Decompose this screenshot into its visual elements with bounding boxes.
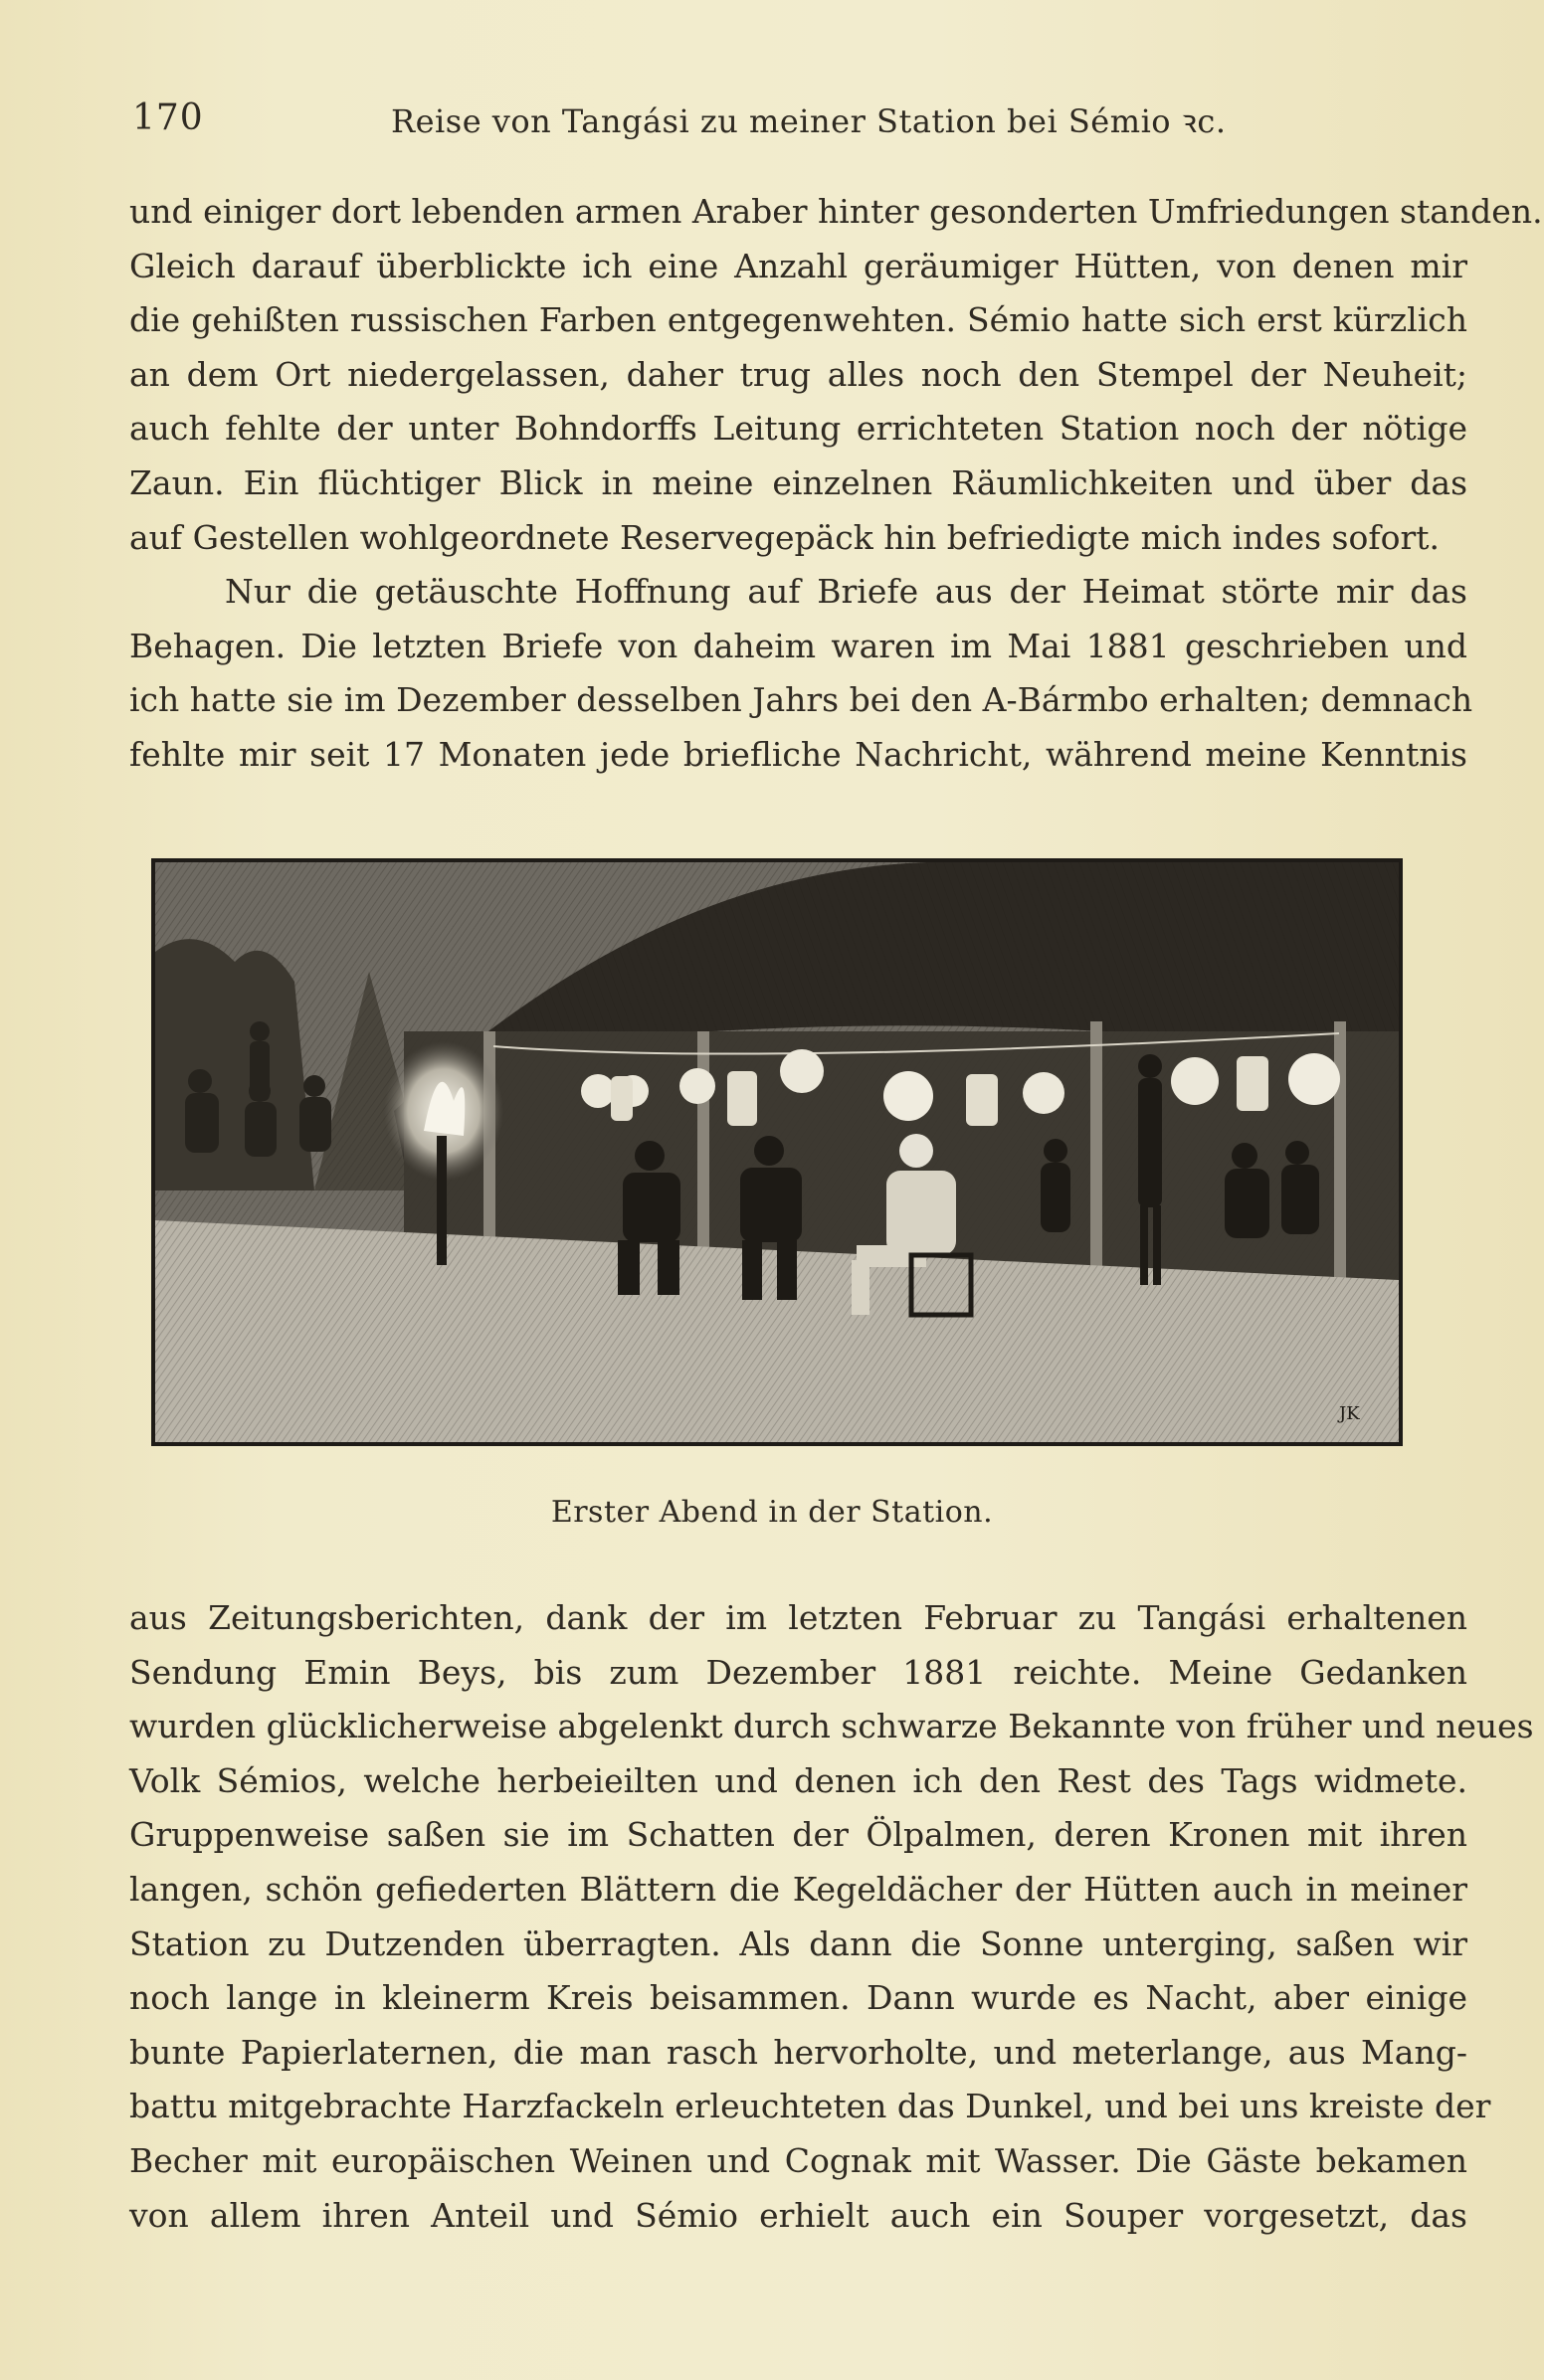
paper-lantern [581, 1074, 615, 1108]
text-line: Zaun. Ein flüchtiger Blick in meine einzelnen Räumlichkeiten und über das [129, 462, 1467, 502]
paragraph-bottom [129, 1591, 1534, 2243]
paper-lantern [611, 1076, 633, 1121]
paragraph-top [129, 185, 1543, 783]
background-tree [155, 939, 314, 1190]
paper-lantern [1023, 1072, 1064, 1114]
page-number: 170 [132, 97, 204, 138]
artist-monogram: JK [1339, 1403, 1360, 1424]
text-line: noch lange in kleinerm Kreis beisammen. Dann wurde es Nacht, aber einige [129, 1978, 1467, 2018]
figure-caption: Erster Abend in der Station. [550, 1495, 994, 1530]
paper-lantern [966, 1074, 998, 1126]
running-title: Reise von Tangási zu meiner Station bei Sémio ꝛc. [391, 102, 1227, 140]
text-line: battu mitgebrachte Harzfackeln erleuchteten das Dunkel, und bei uns kreiste der [129, 2087, 1491, 2126]
text-line: Sendung Emin Beys, bis zum Dezember 1881 reichte. Meine Gedanken [129, 1652, 1467, 1692]
text-line: fehlte mir seit 17 Monaten jede briefliche Nachricht, während meine Kenntnis [129, 734, 1467, 774]
paper-lantern [1171, 1057, 1219, 1105]
paper-lantern [883, 1071, 933, 1121]
text-line: bunte Papierlaternen, die man rasch hervorholte, und meterlange, aus Mang- [129, 2032, 1467, 2072]
paper-lantern [1237, 1056, 1268, 1111]
text-line: wurden glücklicherweise abgelenkt durch schwarze Bekannte von früher und neues [129, 1707, 1534, 1746]
text-line: auch fehlte der unter Bohndorffs Leitung errichteten Station noch der nötige [129, 409, 1467, 449]
text-line: aus Zeitungsberichten, dank der im letzten Februar zu Tangási erhaltenen [129, 1598, 1467, 1637]
text-line: von allem ihren Anteil und Sémio erhielt auch ein Souper vorgesetzt, das [129, 2195, 1467, 2235]
text-line: Gruppenweise saßen sie im Schatten der Ölpalmen, deren Kronen mit ihren [129, 1815, 1467, 1855]
text-line: auf Gestellen wohlgeordnete Reservegepäck hin befriedigte mich indes sofort. [129, 517, 1440, 557]
text-line: ich hatte sie im Dezember desselben Jahrs bei den A-Bármbo erhalten; demnach [129, 680, 1473, 720]
text-line: Nur die getäuschte Hoffnung auf Briefe aus der Heimat störte mir das [225, 572, 1467, 612]
engraving-scene [155, 862, 1399, 1442]
text-line: Behagen. Die letzten Briefe von daheim waren im Mai 1881 geschrieben und [129, 626, 1467, 665]
paper-lantern [727, 1071, 757, 1126]
text-line: Volk Sémios, welche herbeieilten und denen ich den Rest des Tags widmete. [129, 1760, 1467, 1800]
paper-lantern [679, 1068, 715, 1104]
text-line: langen, schön gefiederten Blättern die Kegeldächer der Hütten auch in meiner [129, 1869, 1467, 1909]
text-line: Gleich darauf überblickte ich eine Anzahl geräumiger Hütten, von denen mir [129, 246, 1467, 285]
paper-lantern [780, 1049, 824, 1093]
torch-pole [437, 1136, 447, 1265]
text-line: an dem Ort niedergelassen, daher trug alles noch den Stempel der Neuheit; [129, 354, 1467, 394]
page-header [132, 97, 1460, 147]
text-line: Becher mit europäischen Weinen und Cognak mit Wasser. Die Gäste bekamen [129, 2140, 1467, 2180]
paper-lantern [1288, 1053, 1340, 1105]
text-line: Station zu Dutzenden überragten. Als dann die Sonne unterging, saßen wir [129, 1923, 1467, 1963]
illustration-evening-at-station [151, 858, 1403, 1446]
text-line: die gehißten russischen Farben entgegenwehten. Sémio hatte sich erst kürzlich [129, 300, 1467, 340]
text-line: und einiger dort lebenden armen Araber hinter gesonderten Umfriedungen standen. [129, 192, 1543, 231]
